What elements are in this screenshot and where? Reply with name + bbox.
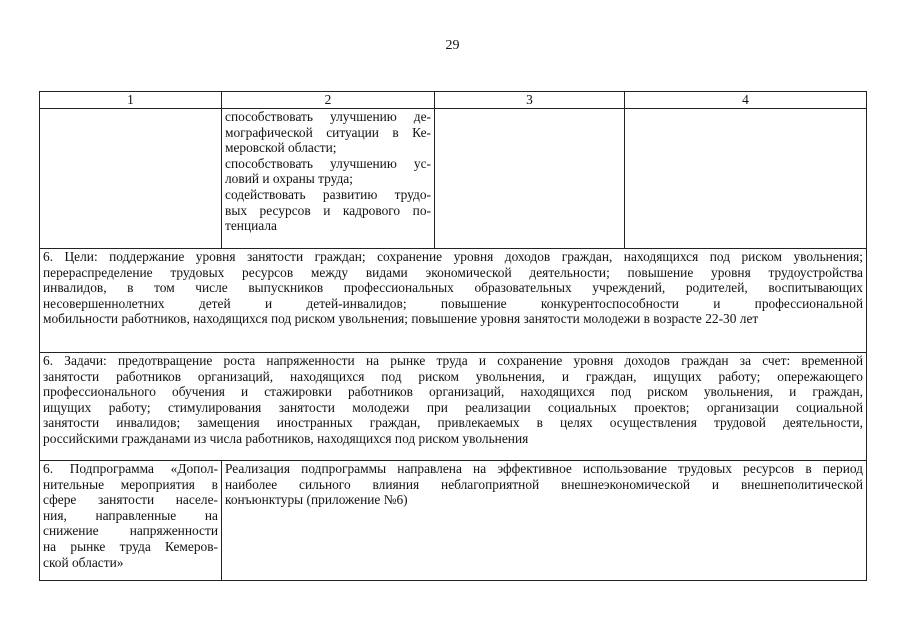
- text-line: инвалидов, в том числе выпускников профессиональных образовательных учреждений, родителей, воспитывающих: [43, 280, 863, 296]
- continuation-text-cell: [222, 109, 435, 249]
- empty-cell-col3: [435, 109, 625, 249]
- header-cell-4: 4: [625, 92, 867, 109]
- text-line: несовершеннолетних детей и детей-инвалидов; повышение конкурентоспособности и профессиональной: [43, 295, 863, 311]
- text-line: занятости работников организаций, находящихся под риском увольнения, и граждан, ищущих работу; опережающего: [43, 368, 863, 384]
- empty-cell-col1: [40, 109, 222, 249]
- text-line: Реализация подпрограммы направлена на эффективное использование трудовых ресурсов в период: [225, 461, 863, 476]
- page-number: 29: [445, 38, 460, 53]
- text-line: занятости инвалидов; замещения иностранных граждан, привлекаемых в целях осуществления трудовой деятельности,: [43, 415, 863, 431]
- subprogram-title-cell: [40, 461, 222, 581]
- text-line: тенциала: [225, 218, 277, 234]
- text-line: 6. Цели: поддержание уровня занятости граждан; сохранение уровня доходов граждан, находящихся под риском увольнения;: [43, 249, 863, 264]
- goals-cell: [40, 249, 867, 353]
- header-cell-2: 2: [222, 92, 435, 109]
- text-line: вых ресурсов и кадрового по-: [225, 202, 431, 218]
- program-table: [39, 91, 867, 581]
- text-line: сфере занятости населе-: [43, 492, 218, 508]
- text-line: конъюнктуры (приложение №6): [225, 492, 408, 508]
- table-row-tasks: [40, 353, 867, 461]
- text-line: снижение напряженности: [43, 523, 218, 539]
- text-line: ловий и охраны труда;: [225, 171, 353, 187]
- text-line: российскими гражданами из числа работников, находящихся под риском увольнения: [43, 430, 529, 446]
- subprogram-description-cell: [222, 461, 867, 581]
- text-line: наиболее сильного влияния неблагоприятной внешнеэкономической и внешнеполитической: [225, 476, 863, 492]
- header-cell-1: 1: [40, 92, 222, 109]
- table-header-row: [40, 92, 867, 109]
- text-line: профессионального обучения и стажировки работников организаций, находящихся под риском увольнения, и граждан,: [43, 384, 863, 400]
- text-line: содействовать развитию трудо-: [225, 186, 431, 202]
- text-line: способствовать улучшению ус-: [225, 155, 431, 171]
- table-row-goals: [40, 249, 867, 353]
- text-line: перераспределение трудовых ресурсов между видами экономической деятельности; повышение уровня трудоустройства: [43, 264, 863, 280]
- table-row-subprogram: [40, 461, 867, 581]
- text-line: меровской области;: [225, 140, 337, 156]
- text-line: ищущих работу; стимулирования занятости молодежи при реализации социальных проектов; организации социальной: [43, 399, 863, 415]
- table-row-continuation: [40, 109, 867, 249]
- text-line: 6. Задачи: предотвращение роста напряженности на рынке труда и сохранение уровня доходов граждан за счет: временной: [43, 353, 863, 368]
- empty-cell-col4: [625, 109, 867, 249]
- text-line: нительные мероприятия в: [43, 476, 218, 492]
- text-line: на рынке труда Кемеров-: [43, 538, 218, 554]
- tasks-cell: [40, 353, 867, 461]
- text-line: способствовать улучшению де-: [225, 109, 431, 124]
- text-line: мобильности работников, находящихся под риском увольнения; повышение уровня занятости молодежи в возрасте 22-30 лет: [43, 311, 759, 327]
- text-line: мографической ситуации в Ке-: [225, 124, 431, 140]
- text-line: 6. Подпрограмма «Допол-: [43, 461, 218, 476]
- text-line: ния, направленные на: [43, 507, 218, 523]
- header-cell-3: 3: [435, 92, 625, 109]
- text-line: ской области»: [43, 554, 124, 570]
